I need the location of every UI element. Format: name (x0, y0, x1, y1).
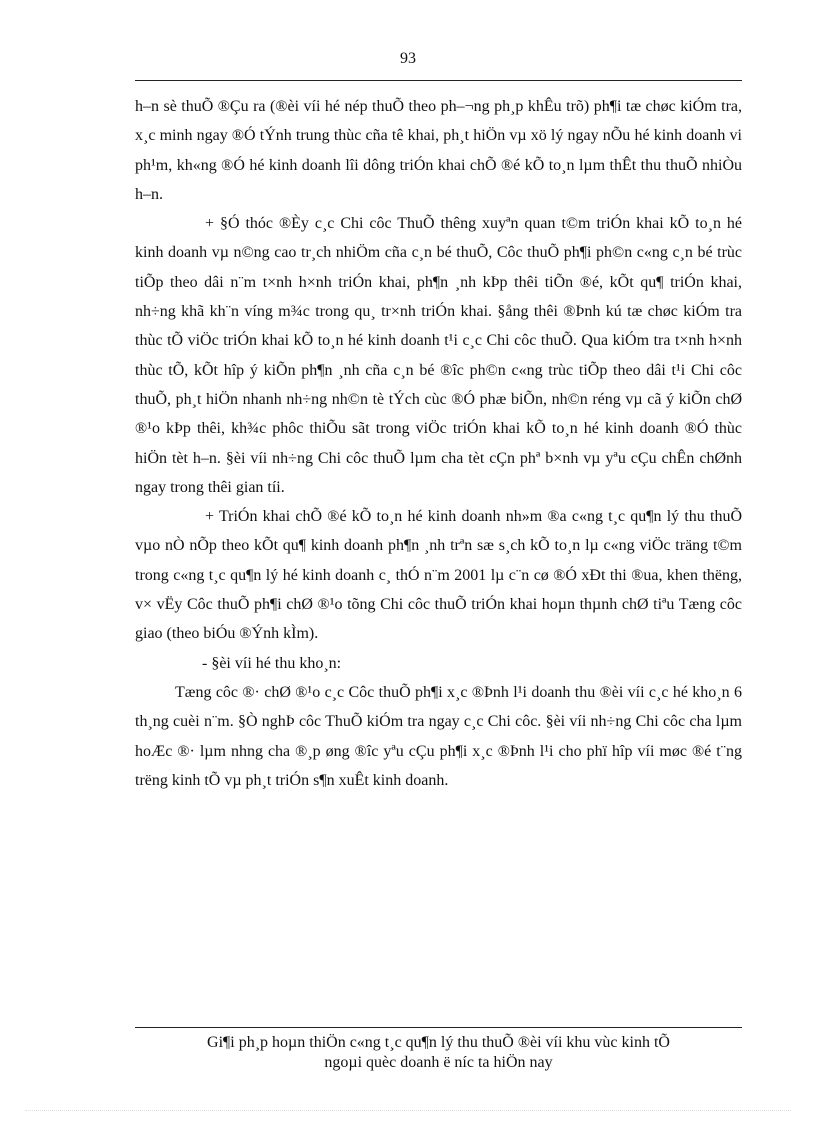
paragraph-5: Tæng côc ®· chØ ®¹o c¸c Côc thuÕ ph¶i x¸c ®Þnh l¹i doanh thu ®èi víi c¸c hé kho¸n 6 th¸ng cuèi n¨m. §Ò nghÞ côc ThuÕ kiÓm tra ngay c¸c Chi côc. §èi víi nh÷ng Chi côc cha lµm hoÆc ®· lµm nhng cha ®¸p øng ®îc yªu cÇu ph¶i x¸c ®Þnh l¹i cho phï hîp víi møc ®é t¨ng trëng kinh tÕ vµ ph¸t triÓn s¶n xuÊt kinh doanh. (135, 683, 742, 789)
footer-line-2: ngoµi quèc doanh ë níc ta hiÖn nay (324, 1054, 553, 1071)
footer-rule (135, 1027, 742, 1028)
footer (135, 1033, 742, 1073)
page-number: 93 (400, 50, 416, 67)
paragraph-1: h–n sè thuÕ ®Çu ra (®èi víi hé nép thuÕ theo ph–¬ng ph¸p khÊu trõ) ph¶i tæ chøc kiÓm tra, x¸c minh ngay ®Ó tÝnh trung thùc cña tê khai, ph¸t hiÖn vµ xö lý ngay nÕu hé kinh doanh vi ph¹m, kh«ng ®Ó hé kinh doanh lîi dông triÓn khai chÕ ®é kÕ to¸n lµm thÊt thu thuÕ nhiÒu h–n. (135, 98, 742, 203)
paragraph-4: - §èi víi hé thu kho¸n: (202, 654, 342, 672)
paragraph-3: + TriÓn khai chÕ ®é kÕ to¸n hé kinh doanh nh»m ®a c«ng t¸c qu¶n lý thu thuÕ vµo nÒ nÕp theo kÕt qu¶ kinh doanh ph¶n ¸nh trªn sæ s¸ch kÕ to¸n lµ c«ng viÖc träng t©m trong c«ng t¸c qu¶n lý hé kinh doanh c¸ thÓ n¨m 2001 lµ c¨n cø ®Ó xÐt thi ®ua, khen thëng, v× vËy Côc thuÕ ph¶i chØ ®¹o tõng Chi côc thuÕ triÓn khai hoµn thµnh chØ tiªu Tæng côc giao (theo biÓu ®Ýnh kÌm). (135, 508, 742, 643)
page-edge-dots (25, 1110, 791, 1111)
paragraph-2: + §Ó thóc ®Èy c¸c Chi côc ThuÕ thêng xuyªn quan t©m triÓn khai kÕ to¸n hé kinh doanh vµ n©ng cao tr¸ch nhiÖm cña c¸n bé thuÕ, Côc thuÕ ph¶i ph©n c«ng c¸n bé trùc tiÕp theo dâi n¨m t×nh h×nh triÓn khai, ph¶n ¸nh kÞp thêi tiÕn ®é, kÕt qu¶ triÓn khai, nh÷ng khã kh¨n víng m¾c trong qu¸ tr×nh triÓn khai. §ång thêi ®Þnh kú tæ chøc kiÓm tra thùc tÕ viÖc triÓn khai kÕ to¸n hé kinh doanh t¹i c¸c Chi côc thuÕ. Qua kiÓm tra t×nh h×nh thùc tÕ, kÕt hîp ý kiÕn ph¶n ¸nh cña c¸n bé ®îc ph©n c«ng trùc tiÕp theo dâi t¹i Chi côc thuÕ, ph¸t hiÖn nhanh nh÷ng nh©n tè tÝch cùc ®Ó phæ biÕn, nh©n réng vµ cã ý kiÕn chØ ®¹o kÞp thêi, kh¾c phôc thiÕu sãt trong viÖc triÓn khai kÕ to¸n hé kinh doanh ®Ó thùc hiÖn tèt h–n. §èi víi nh÷ng Chi côc thuÕ lµm cha tèt cÇn phª b×nh vµ yªu cÇu chÊn chØnh ngay trong thêi gian tíi. (135, 215, 742, 496)
footer-line-1: Gi¶i ph¸p hoµn thiÖn c«ng t¸c qu¶n lý thu thuÕ ®èi víi khu vùc kinh tÕ (207, 1034, 670, 1051)
body-text (135, 92, 742, 795)
header-rule (135, 80, 742, 81)
